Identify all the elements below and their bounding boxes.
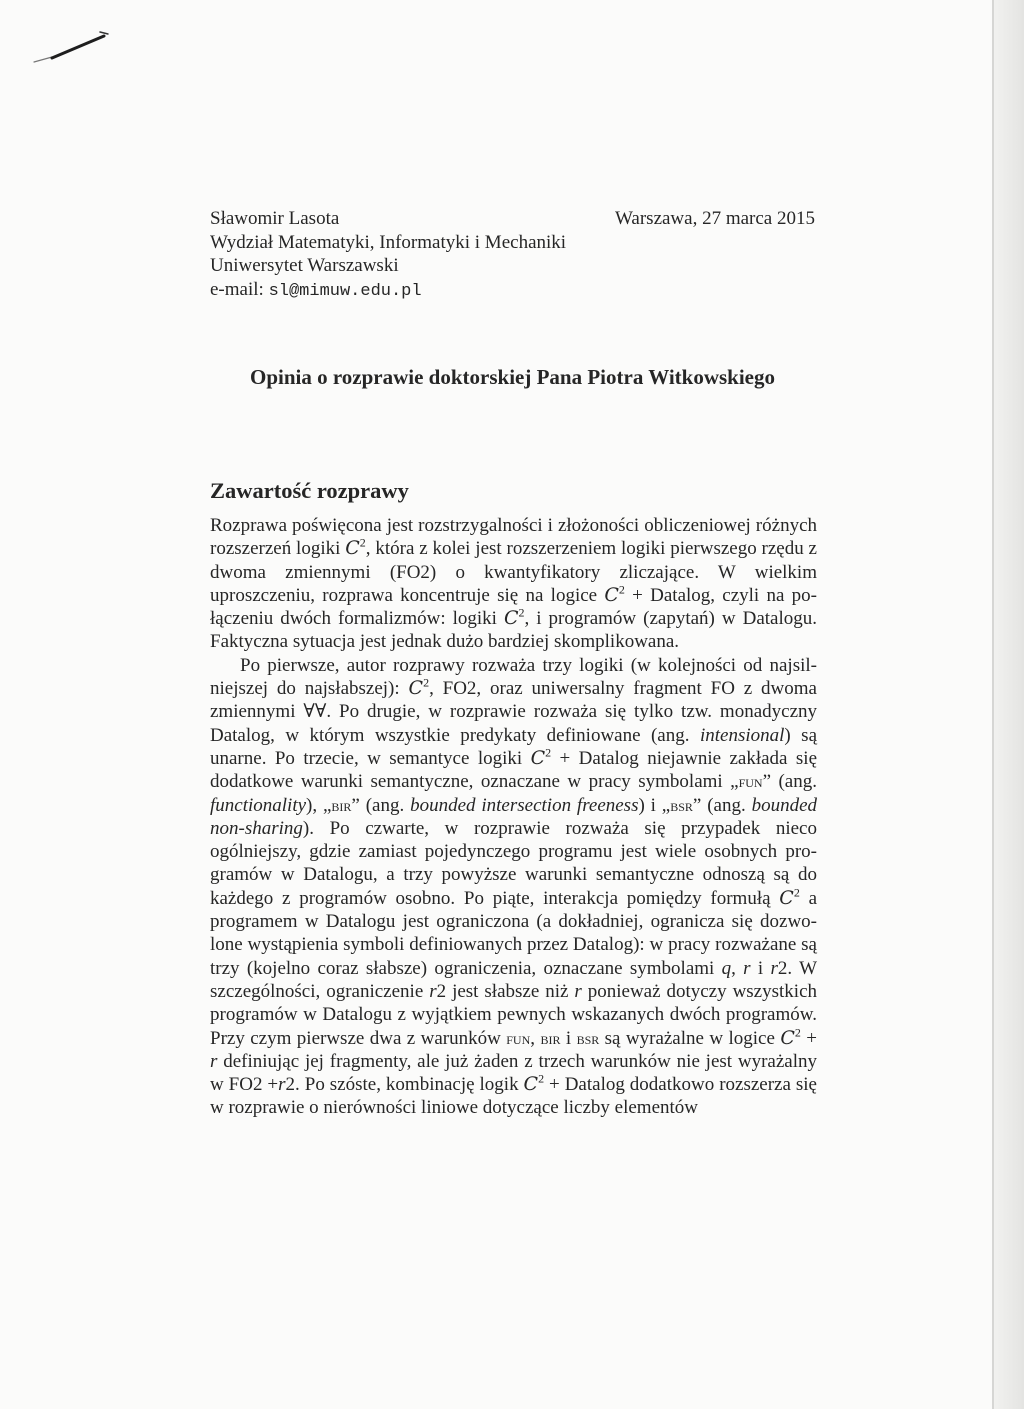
email-line	[210, 278, 815, 304]
text-segment: 2. W szczególności, ograniczenie	[210, 957, 818, 1002]
text-segment: functionality	[210, 794, 307, 816]
author-name: Sławomir Lasota	[210, 208, 340, 229]
text-segment: 2	[538, 1071, 545, 1086]
email-label: e-mail:	[210, 278, 264, 300]
text-segment: 2	[359, 535, 366, 550]
text-segment: r	[770, 957, 778, 979]
email-address: sl@mimuw.edu.pl	[268, 281, 422, 301]
text-segment: , FO2, oraz uniwersalny fragment FO z dwoma zmiennymi ∀∀. Po drugie, w rozprawie rozważa się tylko tzw. monadyczny Datalog, w którym wszystkie predykaty definiowane (ang.	[210, 678, 817, 746]
text-segment: bounded non-sharing	[210, 794, 817, 839]
text-segment: C	[530, 746, 546, 769]
text-segment: bounded intersection freeness	[410, 794, 639, 816]
text-segment: 2	[545, 745, 552, 760]
text-segment: C	[408, 677, 424, 700]
text-segment: , która z kolei jest rozszerzeniem logiki pierwszego rzędu z dwoma zmiennymi (FO2) o kwantyfikatory zliczające. W wielkim uproszczeniu, rozprawa koncentruje się na logice	[210, 538, 817, 606]
text-segment: bsr	[670, 795, 693, 815]
text-segment: bsr	[576, 1028, 600, 1048]
letter-header	[210, 207, 815, 303]
paper-edge-shadow	[992, 0, 1024, 1409]
text-segment: ponieważ dotyczy wszystkich programów w Datalogu z wyjątkiem pewnych wskazanych dwóch programów. Przy czym pierwsze dwa z warunków	[210, 980, 817, 1049]
text-segment: ), „	[306, 794, 332, 816]
document-title: Opinia o rozprawie doktorskiej Pana Piotra Witkowskiego	[249, 365, 776, 389]
text-segment: r	[429, 980, 437, 1002]
text-segment: + Datalog niejawnie zakłada się dodatkowe warunki semantyczne, oznaczane w pracy symbolami „	[210, 747, 817, 793]
text-segment: ” (ang.	[351, 794, 411, 816]
text-segment: definiując jej fragmenty, ale już żaden z trzech warunków nie jest wyrażalny w FO2 +	[210, 1050, 817, 1096]
text-segment: q	[721, 957, 732, 979]
text-segment: ,	[731, 957, 744, 979]
text-segment: r	[574, 980, 582, 1002]
text-segment: fun	[506, 1028, 531, 1048]
text-segment: 2	[793, 885, 800, 900]
text-segment: r	[743, 957, 751, 979]
text-segment: ” (ang.	[762, 771, 817, 793]
section-heading: Zawartość rozprawy	[210, 478, 409, 503]
paragraph-2	[210, 654, 817, 1120]
text-segment: +	[800, 1027, 818, 1049]
text-segment: ,	[530, 1027, 541, 1049]
paper-edge-line	[992, 0, 994, 1409]
text-segment: C	[780, 1026, 795, 1049]
text-segment: intensional	[699, 724, 785, 746]
text-segment: , i programów (zapytań) w Datalogu. Faktyczna sytuacja jest jednak dużo bardziej skomplikowana.	[210, 608, 817, 653]
text-segment: C	[604, 583, 619, 606]
text-segment: 2 jest słabsze niż	[436, 980, 575, 1002]
text-segment: r	[210, 1050, 218, 1072]
text-segment: a programem w Datalogu jest ograniczona (a dokładniej, ogranicza się dozwolone wystąpienia symboli definiowanych przez Datalog): w pracy rozważane są trzy (kojelno coraz słabsze) ograniczenia, oznaczane symbolami	[210, 887, 817, 979]
text-segment: 2	[618, 582, 625, 597]
text-segment: ). Po czwarte, w rozprawie rozważa się przypadek nieco ogólniejszy, gdzie zamiast pojedynczego programu jest wiele osobnych programów w Datalogu, a trzy powyższe warunki semantyczne odnoszą są do każdego z programów osobno. Po piąte, interakcja pomiędzy formułą	[210, 817, 817, 909]
department: Wydział Matematyki, Informatyki i Mechaniki	[210, 231, 567, 253]
text-segment: Po pierwsze, autor rozprawy rozważa trzy logiki (w kolejności od najsilniejszej do najsłabszej):	[210, 654, 817, 700]
text-segment: i	[560, 1027, 577, 1049]
text-segment: bir	[540, 1028, 561, 1048]
text-segment: 2	[794, 1025, 801, 1040]
text-segment: ” (ang.	[692, 794, 752, 816]
text-segment: ) i „	[638, 794, 671, 816]
text-segment: C	[345, 537, 360, 560]
text-segment: ) są unarne. Po trzecie, w semantyce logiki	[210, 724, 818, 769]
text-segment: są wyrażalne w logice	[599, 1027, 781, 1049]
text-segment: i	[750, 957, 771, 979]
pen-mark-icon	[30, 20, 140, 80]
text-segment: C	[503, 607, 519, 630]
text-segment: C	[523, 1073, 539, 1096]
text-segment: 2. Po szóste, kombinację logik	[285, 1074, 524, 1096]
text-segment: bir	[331, 795, 352, 815]
text-segment: Rozprawa poświęcona jest rozstrzygalności i złożoności obliczeniowej różnych rozszerzeń logiki	[210, 515, 817, 560]
body-text	[210, 514, 817, 1120]
text-segment: + Datalog dodatkowo rozszerza się w rozprawie o nierówności liniowe dotyczące liczby elementów	[210, 1074, 817, 1119]
university: Uniwersytet Warszawski	[210, 255, 399, 276]
text-segment: + Datalog, czyli na połączeniu dwóch formalizmów: logiki	[210, 584, 817, 630]
paragraph-1	[210, 514, 817, 654]
text-segment: 2	[518, 605, 525, 620]
text-segment: C	[779, 886, 794, 909]
text-segment: fun	[738, 772, 763, 792]
place-date: Warszawa, 27 marca 2015	[615, 208, 815, 229]
text-segment: 2	[423, 675, 430, 690]
text-segment: r	[278, 1074, 286, 1096]
